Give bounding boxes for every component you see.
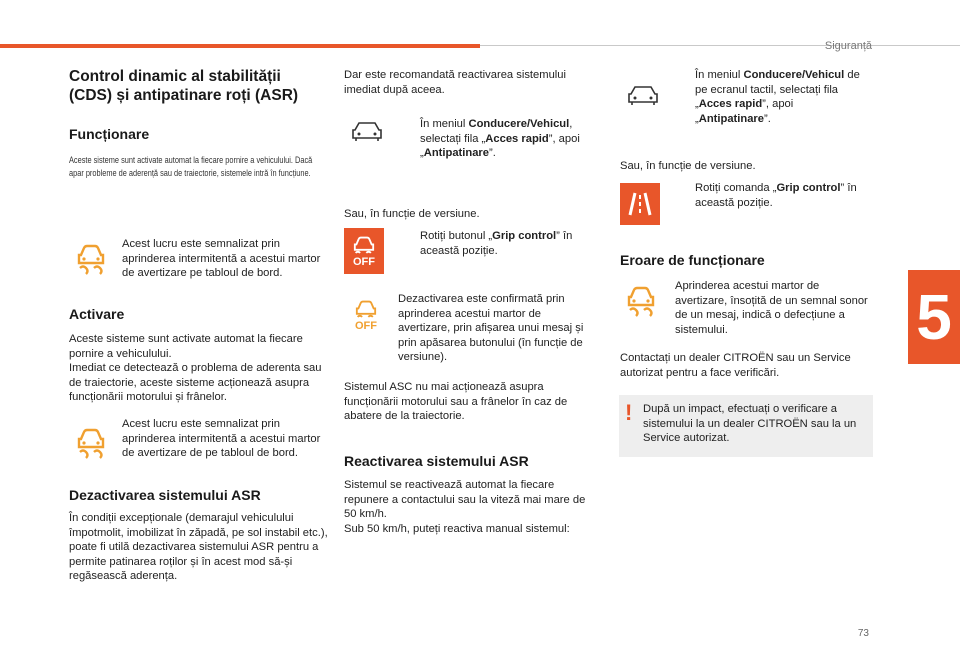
or-version-text: Sau, în funcție de versiune. [344, 208, 480, 220]
or-version-text: Sau, în funcție de versiune. [620, 160, 756, 172]
heading-eroare: Eroare de funcționare [620, 252, 765, 268]
heading-functionare: Funcționare [69, 126, 150, 142]
asc-text: Sistemul ASC nu mai acționează asupra funcționării motorului sau a frânelor în caz de abatere de la traiectorie. [344, 381, 568, 422]
heading-dezactivare: Dezactivarea sistemului ASR [69, 487, 261, 503]
heading-activare: Activare [69, 306, 125, 322]
functionare-note: Aceste sisteme sunt activate automat la fiecare pornire a vehiculului. Dacă apar probleme de aderență sau de traiectorie, sistemele intră în funcțiune. [69, 155, 313, 178]
grip-step-text: Rotiți comanda „Grip control” în această poziție. [695, 182, 857, 209]
deactivation-confirm-text: Dezactivarea este confirmată prin aprinderea acestui martor de avertizare, prin afișarea unui mesaj și prin apăsarea butonului (în funcție de versiune). [398, 293, 584, 363]
asr-off-warning-icon [347, 292, 385, 338]
header-rule [480, 45, 960, 46]
indicator-2-text: Acest lucru este semnalizat prin aprinderea intermitentă a acestui martor de avertizare de pe tabloul de bord. [122, 418, 321, 459]
warning-text: După un impact, efectuați o verificare a sistemului la un dealer CITROËN sau la un Service autorizat. [643, 403, 857, 444]
page-number: 73 [857, 628, 869, 639]
reactivate-intro: Dar este recomandată reactivarea sistemului imediat după aceea. [344, 69, 566, 96]
grip-control-road-icon [620, 183, 660, 225]
reactivare-p2: Sub 50 km/h, puteți reactiva manual sistemul: [344, 523, 570, 535]
car-menu-icon [625, 80, 661, 110]
off-label: OFF [355, 319, 377, 332]
eroare-indicator-text: Aprinderea acestui martor de avertizare, însoțită de un semnal sonor de un mesaj, indică o defecțiune a sistemului. [675, 280, 868, 336]
skid-warning-icon [622, 282, 660, 320]
activare-p1: Aceste sisteme sunt activate automat la fiecare pornire a vehiculului. [69, 333, 303, 360]
warning-exclamation-icon: ! [625, 400, 633, 425]
menu-step-text: În meniul Conducere/Vehicul de pe ecranul tactil, selectați fila „Acces rapid”, apoi „Antipatinare”. [695, 69, 860, 125]
reactivare-p1: Sistemul se reactivează automat la fiecare repunere a contactului sau la viteză mai mare de 50 km/h. [344, 479, 586, 520]
skid-warning-icon [72, 424, 110, 462]
page-title [69, 67, 329, 105]
grip-control-off-icon [344, 228, 384, 274]
header-accent-bar [0, 44, 480, 48]
car-menu-icon [349, 116, 385, 146]
grip-step-text: Rotiți butonul „Grip control” în această poziție. [420, 230, 573, 257]
indicator-1-text: Acest lucru este semnalizat prin aprinderea intermitentă a acestui martor de avertizare pe tabloul de bord. [122, 238, 321, 279]
off-label: OFF [353, 255, 375, 268]
contact-dealer-text: Contactați un dealer CITROËN sau un Service autorizat pentru a face verificări. [620, 352, 851, 379]
title-line-1: Control dinamic al stabilității [69, 68, 281, 85]
dezactivare-text: În condiții excepționale (demarajul vehiculului împotmolit, imobilizat în zăpadă, pe sol instabil etc.), poate fi utilă dezactivarea sistemului ASR pentru a permite patinarea roților și în acest mod să-și regăsească aderența. [69, 512, 328, 582]
activare-p2: Imediat ce detectează o problema de aderenta sau de traiectorie, aceste sisteme acționează asupra funcționării motorului și frânelor. [69, 362, 322, 403]
chapter-tab: 5 [908, 270, 960, 364]
title-line-2: (CDS) și antipatinare roți (ASR) [69, 87, 299, 104]
heading-reactivare: Reactivarea sistemului ASR [344, 453, 529, 469]
section-title: Siguranță [824, 40, 872, 52]
skid-warning-icon [72, 240, 110, 278]
menu-step-text: În meniul Conducere/Vehicul, selectați fila „Acces rapid”, apoi „Antipatinare”. [420, 118, 580, 159]
